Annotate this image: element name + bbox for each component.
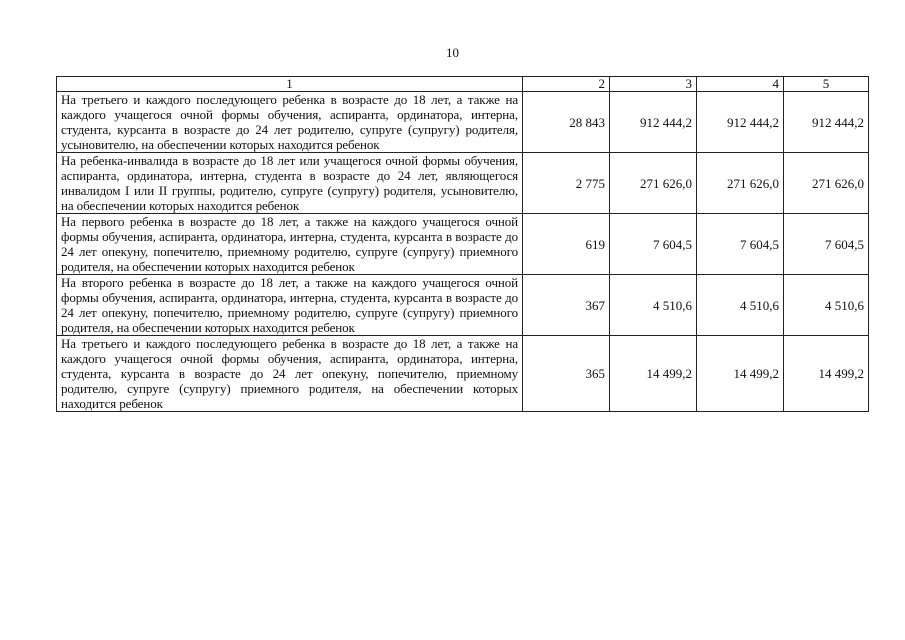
amount-col-4: 7 604,5 <box>697 214 784 275</box>
amount-col-5: 912 444,2 <box>784 92 869 153</box>
amount-col-3: 912 444,2 <box>610 92 697 153</box>
amount-col-5: 4 510,6 <box>784 275 869 336</box>
amount-col-4: 14 499,2 <box>697 336 784 412</box>
column-header: 5 <box>784 77 869 92</box>
table-row <box>57 92 869 153</box>
table-row <box>57 275 869 336</box>
table-row <box>57 336 869 412</box>
amount-col-4: 271 626,0 <box>697 153 784 214</box>
amount-col-3: 14 499,2 <box>610 336 697 412</box>
column-header: 1 <box>57 77 523 92</box>
amount-col-3: 7 604,5 <box>610 214 697 275</box>
amount-col-4: 4 510,6 <box>697 275 784 336</box>
column-header: 3 <box>610 77 697 92</box>
amount-col-5: 271 626,0 <box>784 153 869 214</box>
recipients-count: 365 <box>523 336 610 412</box>
column-header: 2 <box>523 77 610 92</box>
row-description: На первого ребенка в возрасте до 18 лет, а также на каждого учащегося очной формы обучения, аспиранта, ординатора, интерна, студента, курсанта в возрасте до 24 лет опекуну, попечителю, приемному родителю, супруге (супругу) приемного родителя, на обеспечении которых находится ребенок <box>57 214 523 275</box>
recipients-count: 619 <box>523 214 610 275</box>
amount-col-5: 14 499,2 <box>784 336 869 412</box>
column-header: 4 <box>697 77 784 92</box>
row-description: На второго ребенка в возрасте до 18 лет, а также на каждого учащегося очной формы обучения, аспиранта, ординатора, интерна, студента, курсанта в возрасте до 24 лет опекуну, попечителю, приемному родителю, супруге (супругу) приемного родителя, на обеспечении которых находится ребенок <box>57 275 523 336</box>
amount-col-3: 4 510,6 <box>610 275 697 336</box>
benefits-table <box>56 76 869 412</box>
table-row <box>57 153 869 214</box>
page-number: 10 <box>446 45 459 60</box>
recipients-count: 367 <box>523 275 610 336</box>
row-description: На третьего и каждого последующего ребенка в возрасте до 18 лет, а также на каждого учащегося очной формы обучения, аспиранта, ординатора, интерна, студента, курсанта в возрасте до 24 лет опекуну, попечителю, приемному родителю, супруге (супругу) приемного родителя, на обеспечении которых находится ребенок <box>57 336 523 412</box>
amount-col-3: 271 626,0 <box>610 153 697 214</box>
table-header-row <box>57 77 869 92</box>
recipients-count: 2 775 <box>523 153 610 214</box>
table-row <box>57 214 869 275</box>
row-description: На ребенка-инвалида в возрасте до 18 лет или учащегося очной формы обучения, аспиранта, ординатора, интерна, студента в возрасте до 24 лет, являющегося инвалидом I или II группы, родителю, супруге (супругу) родителя, усыновителю, на обеспечении которых находится ребенок <box>57 153 523 214</box>
amount-col-4: 912 444,2 <box>697 92 784 153</box>
recipients-count: 28 843 <box>523 92 610 153</box>
row-description: На третьего и каждого последующего ребенка в возрасте до 18 лет, а также на каждого учащегося очной формы обучения, аспиранта, ординатора, интерна, студента, курсанта в возрасте до 24 лет родителю, супруге (супругу) родителя, усыновителю, на обеспечении которых находится ребенок <box>57 92 523 153</box>
amount-col-5: 7 604,5 <box>784 214 869 275</box>
